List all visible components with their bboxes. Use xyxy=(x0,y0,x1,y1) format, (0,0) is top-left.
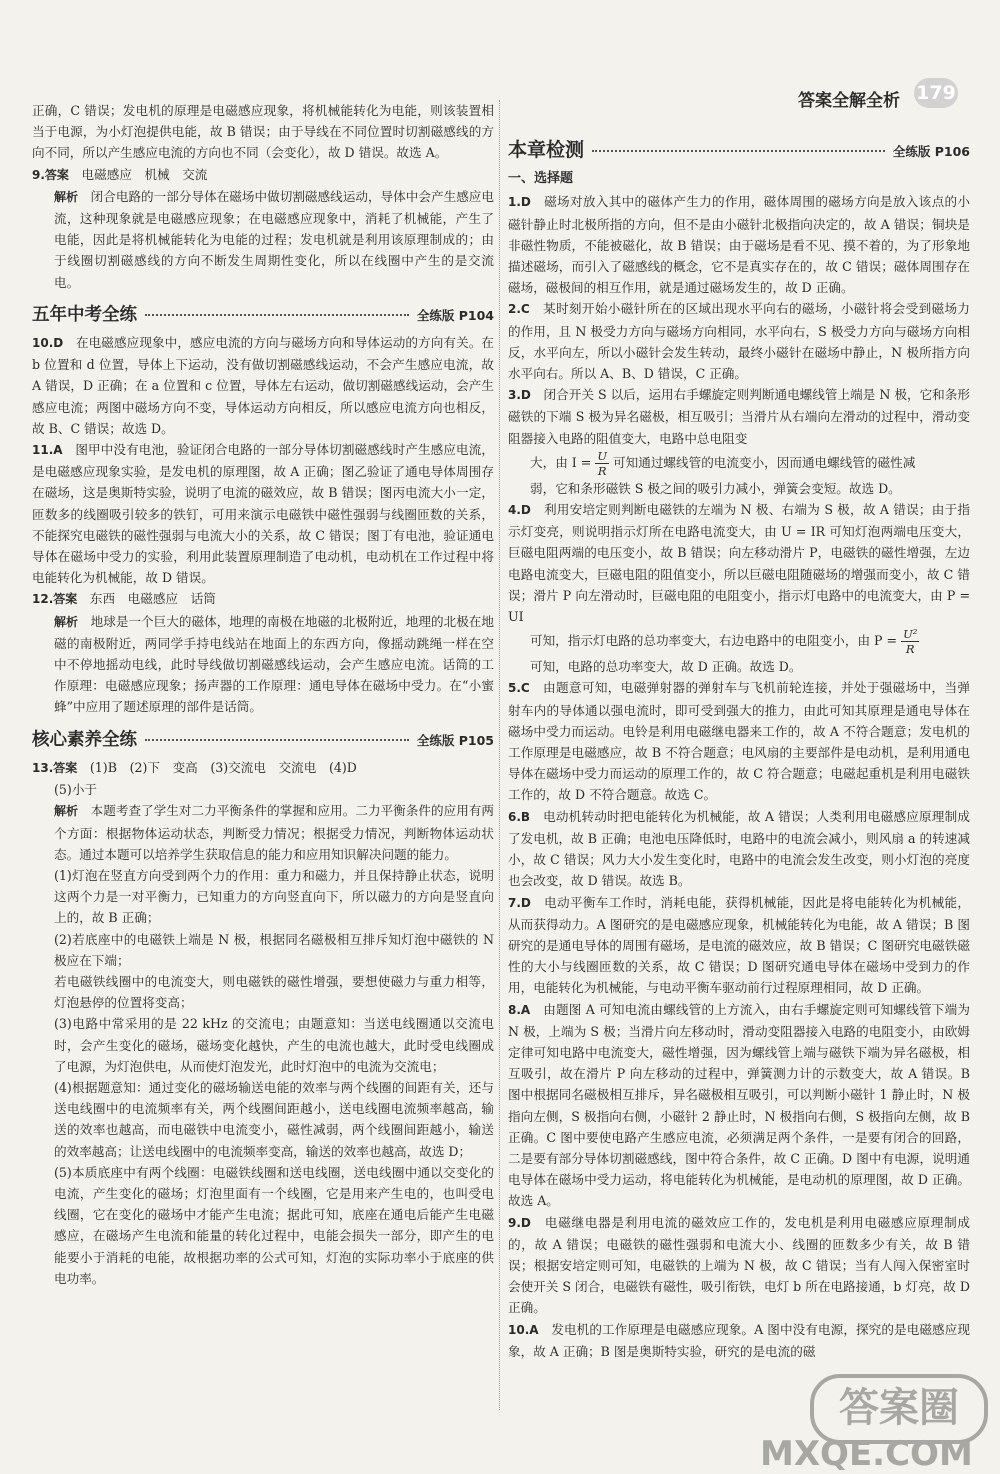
q13-answer xyxy=(32,757,494,779)
q13-number: 13. xyxy=(32,760,54,775)
q12-explanation-label: 解析 xyxy=(54,614,79,629)
rq3-formula-line xyxy=(508,449,970,478)
watermark-logo xyxy=(740,1372,990,1472)
rq10-item xyxy=(508,1319,970,1362)
section-header-zhongkao xyxy=(32,305,494,326)
q11-number: 11.A xyxy=(32,443,63,458)
q9-explanation-label: 解析 xyxy=(54,189,79,204)
section-reference: 全练版 P105 xyxy=(416,732,494,748)
q10-item xyxy=(32,332,494,439)
rq4-fraction xyxy=(901,627,919,656)
q9-explanation xyxy=(32,186,494,293)
rq3-text: 闭合开关 S 以后，运用右手螺旋定则判断通电螺线管上端是 N 极，它和条形磁铁的下端 S 极为异名磁极，相互吸引；当滑片从右端向左滑动的过程中，滑动变阻器接入电路的阻值变大，电路中总电阻变 xyxy=(508,387,970,446)
rq8-item xyxy=(508,999,970,1212)
intro-paragraph: 正确，C 错误；发电机的原理是电磁感应现象，将机械能转化为电能，则该装置相当于电源，为小灯泡提供电能，故 B 错误；由于导线在不同位置时切割磁感线的方向不同，所以产生感应电流的方向也不同（会变化），故 D 错误。故选 A。 xyxy=(32,103,494,161)
rq4-formula-line xyxy=(508,627,970,656)
q13-answer-label: 答案 xyxy=(53,760,78,775)
q12-answer-label: 答案 xyxy=(53,592,78,607)
q13-part-4: (4)根据题意知：通过变化的磁场输送电能的效率与两个线圈的间距有关，还与送电线圈中的电流频率有关，两个线圈间距越小，送电线圈电流频率越高，输送的效率也越高，而电磁铁中电流变小，磁性减弱，两个线圈间距越小，输送的效率越高；让送电线圈中的电流频率变高，输送的效率也越高，故选 D； xyxy=(54,1079,494,1159)
section-reference: 全练版 P106 xyxy=(892,144,970,159)
q13-answer-cont: (5)小于 xyxy=(54,782,98,798)
rq1-text: 磁场对放入其中的磁体产生力的作用，磁体周围的磁场方向是放入该点的小磁针静止时北极所指的方向，但不是由小磁针北极指向决定的，故 A 错误；铜块是非磁性物质，不能被磁化，故 B 错误；由于磁场是看不见、摸不着的，为了形象地描述磁场，而引入了磁感线的概念，它不是真实存在的，故 C 错误；磁体周围存在磁场，磁极间的相互作用，就是通过磁场发生的，故 D 正确。 xyxy=(508,194,971,296)
part-heading: 一、选择题 xyxy=(508,171,574,187)
section-reference: 全练版 P104 xyxy=(416,307,494,323)
q12-answer-text: 东西 电磁感应 话筒 xyxy=(89,591,216,607)
section-title: 核心素养全练 xyxy=(32,729,137,750)
q13-part-5: (5)本质底座中有两个线圈：电磁铁线圈和送电线圈，送电线圈中通以交变化的电流，产生变化的磁场；灯泡里面有一个线圈，它是用来产生电的，也叫受电线圈，它在变化的磁场中才能产生电流；据此可知，底座在通电后能产生电磁感应，在磁场产生电流和能量的转化过程中，电能会损失一部分，即产生的电能要小于消耗的电能，故根据功率的公式可知，灯泡的实际功率小于底座的供电功率。 xyxy=(54,1164,494,1286)
rq3-fraction xyxy=(595,449,609,478)
page-title: 答案全解全析 xyxy=(798,91,900,111)
q11-item xyxy=(32,439,494,588)
rq6-item xyxy=(508,806,970,892)
rq6-number: 6.B xyxy=(508,809,531,824)
rq7-item xyxy=(508,892,970,999)
rq2-item xyxy=(508,298,970,384)
rq10-text: 发电机的工作原理是电磁感应现象。A 图中没有电源，探究的是电磁感应现象，故 A 正确；B 图是奥斯特实验，研究的是电流的磁 xyxy=(508,1321,970,1359)
rq2-number: 2.C xyxy=(508,302,530,317)
rq4-item xyxy=(508,499,970,627)
rq3-item xyxy=(508,384,970,449)
rq4-formula-pre: 可知，指示灯电路的总功率变大，右边电路中的电阻变小，由 P = xyxy=(530,633,902,649)
rq9-number: 9.D xyxy=(508,1215,531,1230)
q13-answer-text: (1)B (2)下 变高 (3)交流电 交流电 (4)D xyxy=(89,759,357,775)
column-divider xyxy=(499,100,500,1410)
rq3-tail: 弱，它和条形磁铁 S 极之间的吸引力减小，弹簧会变短。故选 D。 xyxy=(530,480,901,496)
section-header-chapter-test xyxy=(508,140,970,162)
rq8-number: 8.A xyxy=(508,1002,531,1017)
rq3-fraction-denominator: R xyxy=(597,463,607,478)
watermark-badge: 答案圈 xyxy=(810,1374,988,1444)
section-dots xyxy=(592,150,885,152)
rq3-fraction-numerator: U xyxy=(597,448,608,463)
q12-answer xyxy=(32,588,494,610)
rq5-text: 由题意可知，电磁弹射器的弹射车与飞机前轮连接，并处于强磁场中，当弹射车内的导体通以强电流时，即可受到强大的推力，由此可知其原理是通电导体在磁场中受力而运动。电铃是利用电磁继电器来工作的，故 A 不符合题意；发电机的工作原理是电磁感应，故 B 不符合题意；电风扇的主要部件是电动机，是利用通电导体在磁场中受力而运动的原理工作的，故 C 符合题意；电磁起重机是利用电磁铁工作的，故 D 不符合题意。故选 C。 xyxy=(508,680,971,803)
rq9-item xyxy=(508,1212,970,1319)
q13-part-2: (2)若底座中的电磁铁上端是 N 极，根据同名磁极相互排斥知灯泡中磁铁的 N 极应在下端； xyxy=(54,931,494,968)
rq5-number: 5.C xyxy=(508,681,530,696)
q13-part-3: (3)电路中常采用的是 22 kHz 的交流电；由题意知：当送电线圈通以交流电时，会产生变化的磁场，磁场变化越快，产生的电流也越大，此时受电线圈成了电源，为灯泡供电，从而使灯泡发光，此时灯泡中的电流为交流电； xyxy=(54,1016,494,1074)
watermark-url: MXQE.COM xyxy=(760,1434,973,1474)
q9-answer xyxy=(32,164,494,186)
q13-explanation-label: 解析 xyxy=(54,804,79,819)
q13-part-1: (1)灯泡在竖直方向受到两个力的作用：重力和磁力，并且保持静止状态，说明这两个力是一对平衡力，已知重力的方向竖直向下，所以磁力的方向是竖直向上的，故 B 正确； xyxy=(54,867,494,926)
rq3-formula-pre: 大，由 I = xyxy=(530,454,596,470)
q9-number: 9. xyxy=(32,167,45,182)
section-title: 本章检测 xyxy=(508,139,585,161)
section-title: 五年中考全练 xyxy=(32,304,137,325)
q13-explanation xyxy=(32,800,494,865)
q9-answer-label: 答案 xyxy=(44,167,69,182)
rq2-text: 某时刻开始小磁针所在的区域出现水平向右的磁场，小磁针将会受到磁场力的作用，且 N 极受力方向与磁场方向相同，水平向右，S 极受力方向与磁场方向相反，水平向左，所以小磁针会发生转动，最终小磁针在磁场中静止，N 极所指方向水平向右。所以 A、B、D 错误，C 正确。 xyxy=(508,301,971,382)
left-column xyxy=(32,100,494,1289)
rq6-text: 电动机转动时把电能转化为机械能，故 A 错误；人类利用电磁感应原理制成了发电机，故 B 正确；电池电压降低时，电路中的电流会减小，则风扇 a 的转速减小，故 C 错误；风力大小发生变化时，电路中的电流会发生改变，则小灯泡的亮度也会改变，故 D 错误。故选 B。 xyxy=(508,808,971,889)
q12-number: 12. xyxy=(32,592,54,607)
rq4-text: 利用安培定则判断电磁铁的左端为 N 极、右端为 S 极，故 A 错误；由于指示灯变亮，则说明指示灯所在电路电流变大，由 U = IR 可知灯泡两端电压变大，巨磁电阻两端的电压变小，故 B 错误；向左移动滑片 P，电磁铁的磁性增强，左边电路电流变大，巨磁电阻的阻值变小，所以巨磁电阻随磁场的增强而变小，故 C 错误；滑片 P 向左滑动时，巨磁电阻的电阻变小，指示灯电路中的电流变大，由 P = UI xyxy=(508,502,971,625)
page-header xyxy=(0,0,1000,110)
rq1-item xyxy=(508,191,970,298)
q10-number: 10.D xyxy=(32,336,64,351)
rq4-fraction-numerator: U² xyxy=(903,627,918,642)
rq7-text: 电动平衡车工作时，消耗电能，获得机械能，因此是将电能转化为机械能，从而获得动力。A 图研究的是电磁感应现象，机械能转化为电能，故 A 错误；B 图研究的是通电导体的周围有磁场，是电流的磁效应，故 B 错误；C 图研究电磁铁磁性的大小与线圈匝数的关系，故 C 错误；D 图研究通电导体在磁场中受到力的作用，电能转化为机械能，与电动平衡车驱动前行过程原理相同，故 D 正确。 xyxy=(508,894,971,996)
rq3-number: 3.D xyxy=(508,388,531,403)
rq3-formula-post: 可知通过螺线管的电流变小，因而通电螺线管的磁性减 xyxy=(609,454,916,470)
rq4-fraction-denominator: R xyxy=(905,642,915,657)
q10-text: 在电磁感应现象中，感应电流的方向与磁场方向和导体运动的方向有关。在 b 位置和 d 位置，导体上下运动，没有做切割磁感线运动，不会产生感应电流，故 A 错误，D 正确；在 a 位置和 c 位置，导体左右运动，做切割磁感线运动，会产生感应电流；两图中磁场方向不变，导体运动方向相反，所以感应电流方向也相反，故 B、C 错误；故选 D。 xyxy=(32,335,495,436)
section-dots xyxy=(145,739,409,741)
rq5-item xyxy=(508,677,970,805)
q9-explanation-text: 闭合电路的一部分导体在磁场中做切割磁感线运动，导体中会产生感应电流，这种现象就是电磁感应现象；在电磁感应现象中，消耗了机械能，产生了电能，因此是将机械能转化为电能的过程；发电机就是利用该原理制成的；由于线圈切割磁感线的方向不断发生周期性变化，所以在线圈中产生的是交流电。 xyxy=(54,188,494,290)
rq4-tail: 可知，电路的总功率变大，故 D 正确。故选 D。 xyxy=(530,659,802,675)
rq1-number: 1.D xyxy=(508,195,531,210)
q11-text: 图甲中没有电池，验证闭合电路的一部分导体切割磁感线时产生感应电流，是电磁感应现象实验，是发电机的原理图，故 A 正确；图乙验证了通电导体周围存在磁场，这是奥斯特实验，说明了电流的磁效应，故 B 错误；图丙电流大小一定，匝数多的线圈吸引较多的铁钉，可用来演示电磁铁中磁性强弱与线圈匝数的关系，不能探究电磁铁的磁性强弱与电流大小的关系，故 C 错误；图丁有电池，验证通电导体在磁场中受力的实验，利用此装置原理制造了电动机，电动机在工作过程中将电能转化为机械能，故 D 错误。 xyxy=(32,442,495,586)
right-column xyxy=(508,100,970,1362)
rq10-number: 10.A xyxy=(508,1322,539,1337)
section-header-hexin xyxy=(32,730,494,751)
rq8-text: 由题图 A 可知电流由螺线管的上方流入，由右手螺旋定则可知螺线管下端为 N 极，上端为 S 极；当滑片向左移动时，滑动变阻器接入电路的电阻变小，由欧姆定律可知电路中电流变大，磁性增强，因为螺线管上端与磁铁下端为异名磁极，相互吸引，故在滑片 P 向左移动的过程中，弹簧测力计的示数变大，故 A 错误。B 图中根据同名磁极相互排斥，异名磁极相互吸引，可以判断小磁针 1 静止时，N 极指向左侧，S 极指向右侧，小磁针 2 静止时，N 极指向右侧，S 极指向左侧，故 B 正确。C 图中要使电路产生感应电流，必须满足两个条件，一是要有闭合的回路，二是要有部分导体切割磁感线，图中符合条件，故 C 正确。D 图中有电源，说明通电导体在磁场中受力运动，将电能转化为机械能，是电动机的原理图，故 D 正确。故选 A。 xyxy=(508,1001,970,1209)
q12-explanation-text: 地球是一个巨大的磁体，地理的南极在地磁的北极附近，地理的北极在地磁的南极附近，两同学手持电线站在地面上的东西方向，像摇动跳绳一样在空中不停地摇动电线，此时导线做切割磁感线运动，会产生感应电流。话筒的工作原理：电磁感应现象；扬声器的工作原理：通电导体在磁场中受力。在“小蜜蜂”中应用了题述原理的部件是话筒。 xyxy=(54,613,494,715)
q9-answer-text: 电磁感应 机械 交流 xyxy=(81,166,208,182)
q13-explanation-text: 本题考查了学生对二力平衡条件的掌握和应用。二力平衡条件的应用有两个方面：根据物体运动状态，判断受力情况；根据受力情况，判断物体运动状态。通过本题可以培养学生获取信息的能力和应用知识解决问题的能力。 xyxy=(54,803,494,862)
rq9-text: 电磁继电器是利用电流的磁效应工作的，发电机是利用电磁感应原理制成的，故 A 错误；电磁铁的磁性强弱和电流大小、线圈的匝数多少有关，故 B 错误；根据安培定则可知，电磁铁的上端为 N 极，故 C 错误；当有人闯入保密室时会使开关 S 闭合，电磁铁有磁性，吸引衔铁，电灯 b 所在电路接通，b 灯亮，故 D 正确。 xyxy=(508,1214,971,1316)
rq7-number: 7.D xyxy=(508,895,531,910)
q12-explanation xyxy=(32,611,494,718)
page-number-badge: 179 xyxy=(914,78,958,108)
rq4-number: 4.D xyxy=(508,503,531,518)
section-dots xyxy=(145,314,409,316)
q13-part-2b: 若电磁铁线圈中的电流变大，则电磁铁的磁性增强，要想使磁力与重力相等，灯泡悬停的位置将变高； xyxy=(54,973,494,1011)
